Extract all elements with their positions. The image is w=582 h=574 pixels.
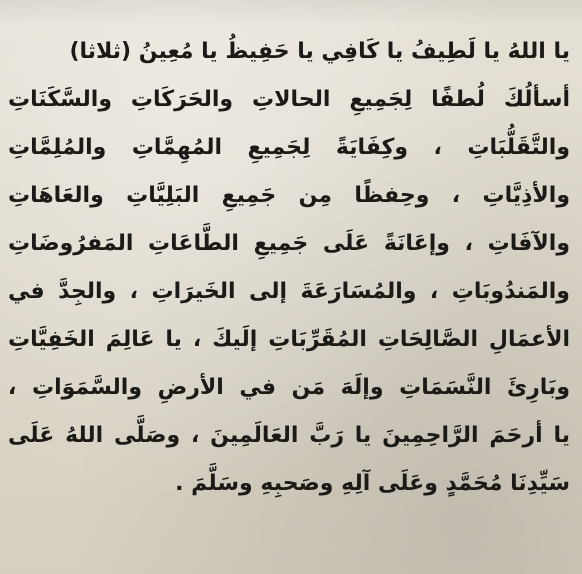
- text-line: والآفَاتِ ، وإعَانَةً عَلَى جَمِيعِ الطَّاعَاتِ المَفرُوضَاتِ: [8, 231, 570, 256]
- text-line: والأذِيَّاتِ ، وحِفظًا مِن جَمِيعِ البَلِيَّاتِ والعَاهَاتِ: [8, 183, 570, 208]
- prayer-text: [8, 28, 570, 508]
- text-line: الأعمَالِ الصَّالِحَاتِ المُقَرِّبَاتِ إلَيكَ ، يا عَالِمَ الخَفِيَّاتِ: [8, 327, 570, 352]
- text-line: وبَارِئَ النَّسَمَاتِ وإلَهَ مَن في الأرضِ والسَّمَوَاتِ ،: [8, 375, 570, 400]
- text-line: سَيِّدِنَا مُحَمَّدٍ وعَلَى آلِهِ وصَحبِهِ وسَلَّمَ .: [175, 471, 570, 496]
- text-line: يا اللهُ يا لَطِيفُ يا كَافِي يا حَفِيظُ يا مُعِينُ (ثلاثا): [69, 39, 570, 64]
- text-line: أسألُكَ لُطفًا لِجَمِيعِ الحالاتِ والحَرَكَاتِ والسَّكَنَاتِ: [8, 87, 570, 112]
- text-line: يا أرحَمَ الرَّاحِمِينَ يا رَبَّ العَالَمِينَ ، وصَلَّى اللهُ عَلَى: [8, 423, 570, 448]
- text-line: والمَندُوبَاتِ ، والمُسَارَعَةَ إلى الخَيرَاتِ ، والجِدَّ في: [8, 279, 570, 304]
- text-line: والتَّقَلُّبَاتِ ، وكِفَايَةً لِجَمِيعِ المُهِمَّاتِ والمُلِمَّاتِ: [8, 135, 570, 160]
- page-top-shadow: [0, 0, 582, 26]
